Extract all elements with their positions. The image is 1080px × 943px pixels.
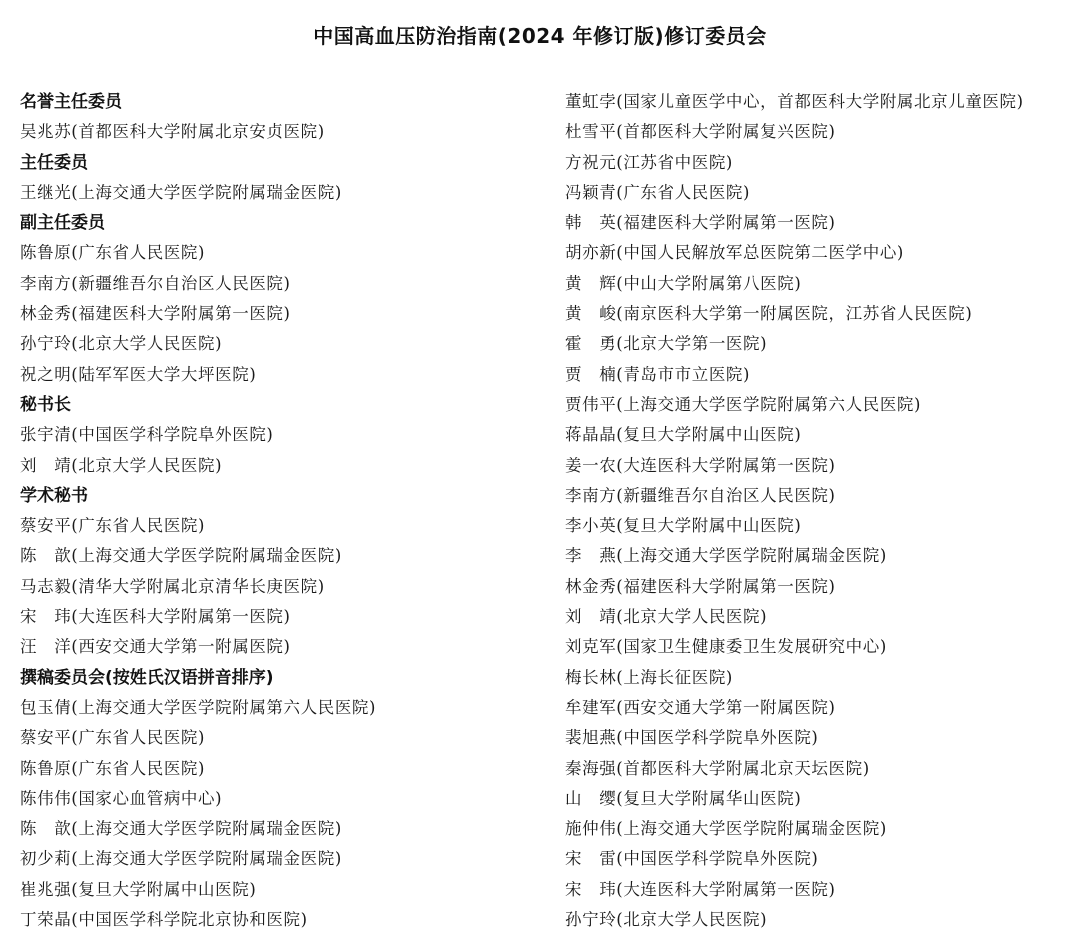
right-member-entry: 秦海强(首都医科大学附属北京天坛医院): [565, 758, 870, 778]
left-member-entry: 林金秀(福建医科大学附属第一医院): [20, 304, 291, 324]
left-member-entry: 陈鲁原(广东省人民医院): [20, 243, 206, 263]
right-member-entry: 李 燕(上海交通大学医学院附属瑞金医院): [565, 546, 887, 566]
right-member-entry: 胡亦新(中国人民解放军总医院第二医学中心): [565, 243, 904, 263]
left-section-heading: 主任委员: [20, 152, 88, 173]
left-section-heading: 名誉主任委员: [20, 92, 122, 112]
left-member-entry: 刘 靖(北京大学人民医院): [20, 455, 223, 475]
right-member-entry: 山 缨(复旦大学附属华山医院): [565, 788, 802, 808]
right-member-entry: 宋 雷(中国医学科学院阜外医院): [565, 849, 819, 869]
right-member-entry: 杜雪平(首都医科大学附属复兴医院): [565, 122, 836, 142]
left-section-heading: 学术秘书: [20, 485, 88, 506]
right-member-entry: 宋 玮(大连医科大学附属第一医院): [565, 879, 836, 899]
left-member-entry: 马志毅(清华大学附属北京清华长庚医院): [20, 576, 325, 596]
right-member-entry: 李南方(新疆维吾尔自治区人民医院): [565, 485, 836, 505]
left-column: [20, 87, 550, 935]
left-member-entry: 包玉倩(上海交通大学医学院附属第六人民医院): [20, 697, 377, 717]
left-member-entry: 孙宁玲(北京大学人民医院): [20, 334, 223, 354]
page-title: 中国高血压防治指南(2024 年修订版)修订委员会: [313, 24, 767, 48]
left-member-entry: 祝之明(陆军军医大学大坪医院): [20, 364, 257, 384]
right-column: [565, 87, 1070, 935]
right-member-entry: 贾 楠(青岛市市立医院): [565, 364, 751, 384]
right-member-entry: 贾伟平(上海交通大学医学院附属第六人民医院): [565, 394, 922, 414]
right-member-entry: 牟建军(西安交通大学第一附属医院): [565, 697, 836, 717]
left-member-entry: 张宇清(中国医学科学院阜外医院): [20, 425, 274, 445]
left-section-heading: 撰稿委员会(按姓氏汉语拼音排序): [20, 667, 274, 688]
left-member-entry: 李南方(新疆维吾尔自治区人民医院): [20, 273, 291, 293]
left-member-entry: 丁荣晶(中国医学科学院北京协和医院): [20, 910, 308, 930]
right-member-entry: 韩 英(福建医科大学附属第一医院): [565, 213, 836, 233]
left-section-heading: 秘书长: [20, 394, 71, 415]
right-member-entry: 冯颖青(广东省人民医院): [565, 182, 751, 202]
right-member-entry: 蒋晶晶(复旦大学附属中山医院): [565, 425, 802, 445]
right-member-entry: 梅长林(上海长征医院): [565, 667, 733, 687]
right-member-entry: 施仲伟(上海交通大学医学院附属瑞金医院): [565, 819, 887, 839]
right-member-entry: 姜一农(大连医科大学附属第一医院): [565, 455, 836, 475]
left-member-entry: 蔡安平(广东省人民医院): [20, 516, 206, 536]
left-member-entry: 王继光(上海交通大学医学院附属瑞金医院): [20, 182, 342, 202]
right-member-entry: 黄 辉(中山大学附属第八医院): [565, 273, 802, 293]
left-member-entry: 陈 歆(上海交通大学医学院附属瑞金医院): [20, 819, 342, 839]
right-member-entry: 裴旭燕(中国医学科学院阜外医院): [565, 728, 819, 748]
left-member-entry: 宋 玮(大连医科大学附属第一医院): [20, 607, 291, 627]
left-member-entry: 陈鲁原(广东省人民医院): [20, 758, 206, 778]
right-member-entry: 董虹孛(国家儿童医学中心，首都医科大学附属北京儿童医院): [565, 92, 1024, 111]
right-member-entry: 孙宁玲(北京大学人民医院): [565, 910, 768, 930]
right-member-entry: 李小英(复旦大学附属中山医院): [565, 516, 802, 536]
left-member-entry: 陈伟伟(国家心血管病中心): [20, 788, 223, 808]
left-member-entry: 汪 洋(西安交通大学第一附属医院): [20, 637, 291, 657]
left-member-entry: 蔡安平(广东省人民医院): [20, 728, 206, 748]
right-member-entry: 黄 峻(南京医科大学第一附属医院，江苏省人民医院): [565, 304, 973, 324]
right-member-entry: 刘 靖(北京大学人民医院): [565, 607, 768, 627]
left-member-entry: 崔兆强(复旦大学附属中山医院): [20, 879, 257, 899]
right-member-entry: 霍 勇(北京大学第一医院): [565, 334, 768, 354]
right-member-entry: 林金秀(福建医科大学附属第一医院): [565, 576, 836, 596]
right-member-entry: 方祝元(江苏省中医院): [565, 152, 733, 172]
right-member-entry: 刘克军(国家卫生健康委卫生发展研究中心): [565, 637, 887, 657]
left-member-entry: 吴兆苏(首都医科大学附属北京安贞医院): [20, 122, 325, 142]
left-member-entry: 陈 歆(上海交通大学医学院附属瑞金医院): [20, 546, 342, 566]
left-section-heading: 副主任委员: [20, 213, 105, 234]
left-member-entry: 初少莉(上海交通大学医学院附属瑞金医院): [20, 849, 342, 869]
